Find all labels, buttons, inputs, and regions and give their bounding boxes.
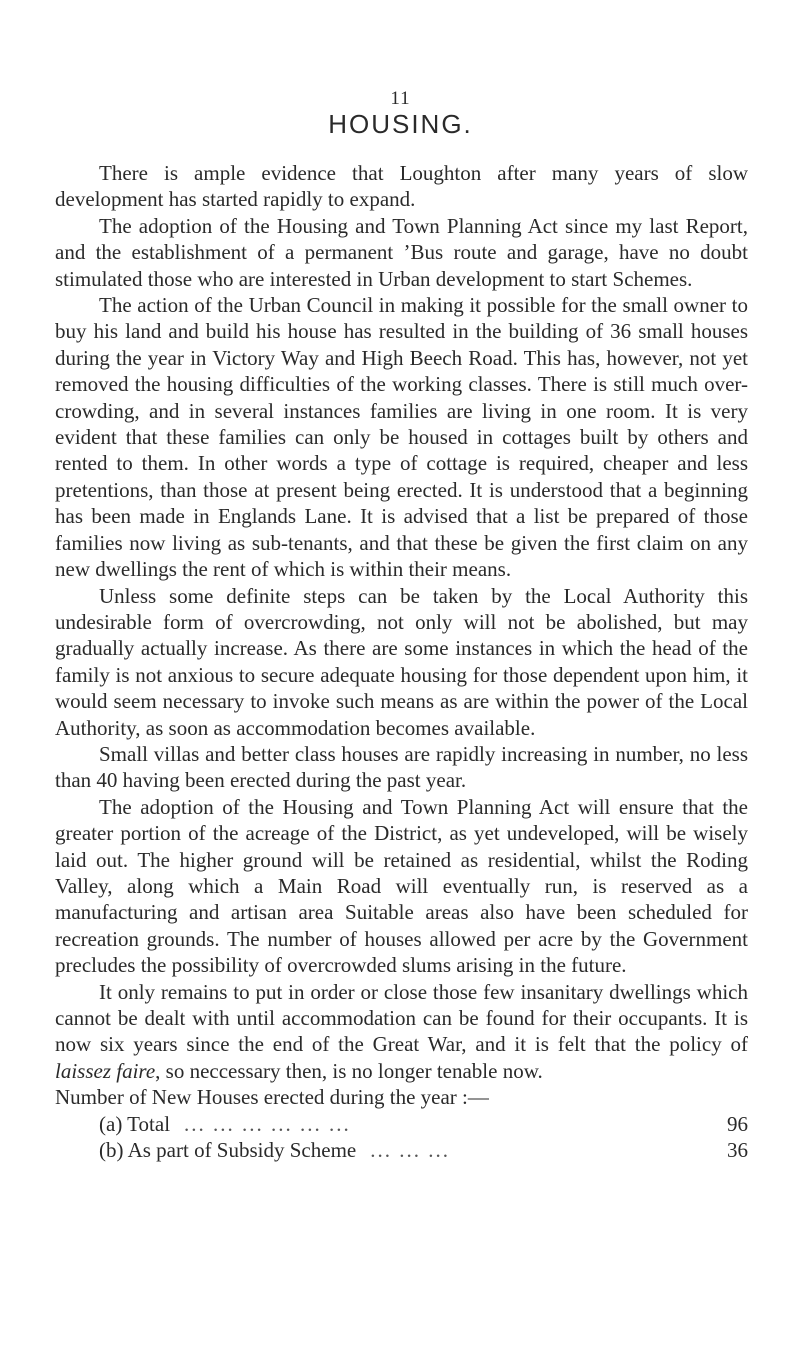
page-number: 11 <box>390 88 411 109</box>
paragraph-6: The adoption of the Housing and Town Planning Act will ensure that the greater portion of the acreage of the District, as yet undeveloped, will be wisely laid out. The higher ground will be retained as residential, whilst the Roding Valley, along which a Main Road will eventually run, is reserved as a manufacturing and artisan area Suitable areas also have been scheduled for recreation grounds. The number of houses allowed per acre by the Government precludes the possibility of overcrowded slums arising in the future. <box>55 794 748 978</box>
paragraph-3: The action of the Urban Council in making it possible for the small owner to buy his land and build his house has resulted in the building of 36 small houses during the year in Victory Way and High Beech Road. This has, however, not yet removed the housing difficulties of the working classes. There is still much over-crowding, and in several instances families are living in one room. It is very evident that these families can only be housed in cottages built by others and rented to them. In other words a type of cottage is required, cheaper and less pretentions, than those at present being erected. It is understood that a beginning has been made in Englands Lane. It is advised that a list be prepared of those families now living as sub-tenants, and that these be given the first claim on any new dwellings the rent of which is within their means. <box>55 293 748 582</box>
row-label: (a) Total <box>99 1111 171 1136</box>
paragraph-7 <box>55 979 748 1085</box>
paragraph-4: Unless some definite steps can be taken by the Local Authority this undesirable form of overcrowding, not only will not be abolished, but may gradually actually increase. As there are some instances in which the head of the family is not anxious to secure adequate housing for those dependent upon him, it would seem necessary to invoke such means as are within the power of the Local Authority, as soon as accommodation becomes available. <box>55 583 748 740</box>
paragraph-1: There is ample evidence that Loughton after many years of slow development has started rapidly to expand. <box>55 161 748 212</box>
new-houses-row-subsidy <box>55 1137 748 1163</box>
leader-dots: ... ... ... <box>370 1138 450 1163</box>
paragraph-7-italic: laissez faire <box>55 1058 156 1083</box>
report-body <box>55 160 748 1163</box>
paragraph-5: Small villas and better class houses are rapidly increasing in number, no less than 40 having been erected during the past year. <box>55 741 748 793</box>
new-houses-row-total <box>55 1111 748 1137</box>
leader-dots: ... ... ... ... ... ... <box>184 1111 351 1136</box>
row-value: 96 <box>727 1111 748 1136</box>
row-value: 36 <box>727 1138 748 1163</box>
new-houses-heading: Number of New Houses erected during the year :— <box>55 1085 489 1110</box>
row-label: (b) As part of Subsidy Scheme <box>99 1138 357 1163</box>
paragraph-7-end: , so neccessary then, is no longer tenable now. <box>155 1058 543 1083</box>
page-title: HOUSING. <box>328 109 473 139</box>
paragraph-2: The adoption of the Housing and Town Planning Act since my last Report, and the establishment of a permanent ’Bus route and garage, have no doubt stimulated those who are interested in Urban development to start Schemes. <box>55 213 748 291</box>
paragraph-7-start: It only remains to put in order or close those few insanitary dwellings which cannot be dealt with until accommodation can be found for their occupants. It is now six years since the end of the Great War, and it is felt that the policy of <box>55 979 748 1057</box>
